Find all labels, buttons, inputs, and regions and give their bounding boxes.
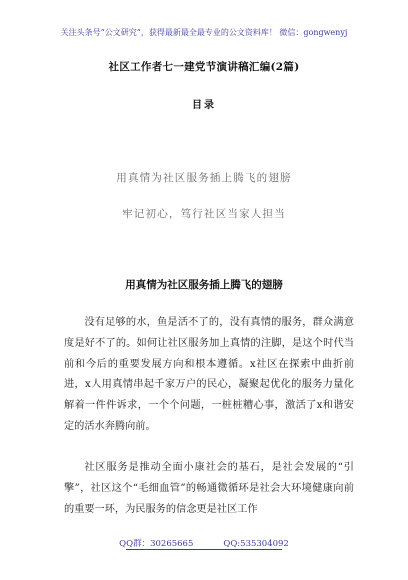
body-paragraph: 社区服务是推动全面小康社会的基石，是社会发展的“引擎”，社区这个“毛细血管”的畅通微循环是社会大环境健康向前的重要一环，为民服务的信念更是社区工作 (64, 462, 354, 515)
body-paragraph: 没有足够的水，鱼是活不了的，没有真情的服务，群众满意度是好不了的。如何让社区服务加上真情的注脚，是这个时代当前和今后的重要发展方向和根本遵循。x社区在探索中曲折前进，x人用真情串起千家万户的民心，凝聚起优化的服务力量化解着一件件诉求，一个个问题，一桩桩糟心事，激活了x和谐安定的活水奔腾向前。 (64, 317, 354, 432)
document-title: 社区工作者七一建党节演讲稿汇编(2篇) (108, 61, 300, 73)
footer-underline (126, 549, 282, 550)
footer-qq-number: QQ:535304092 (223, 539, 289, 549)
section-title: 用真情为社区服务插上腾飞的翅膀 (125, 279, 283, 291)
footer-contact (0, 537, 408, 549)
footer-qq-group: QQ群：30265665 (119, 539, 194, 549)
toc-heading: 目录 (192, 100, 216, 111)
header-promo-note: 关注头条号“公文研究”，获得最新最全最专业的公文资料库！ 微信：gongwenyj (60, 28, 348, 37)
toc-item[interactable]: 用真情为社区服务插上腾飞的翅膀 (116, 172, 292, 184)
toc-item[interactable]: 牢记初心，笃行社区当家人担当 (122, 208, 286, 220)
